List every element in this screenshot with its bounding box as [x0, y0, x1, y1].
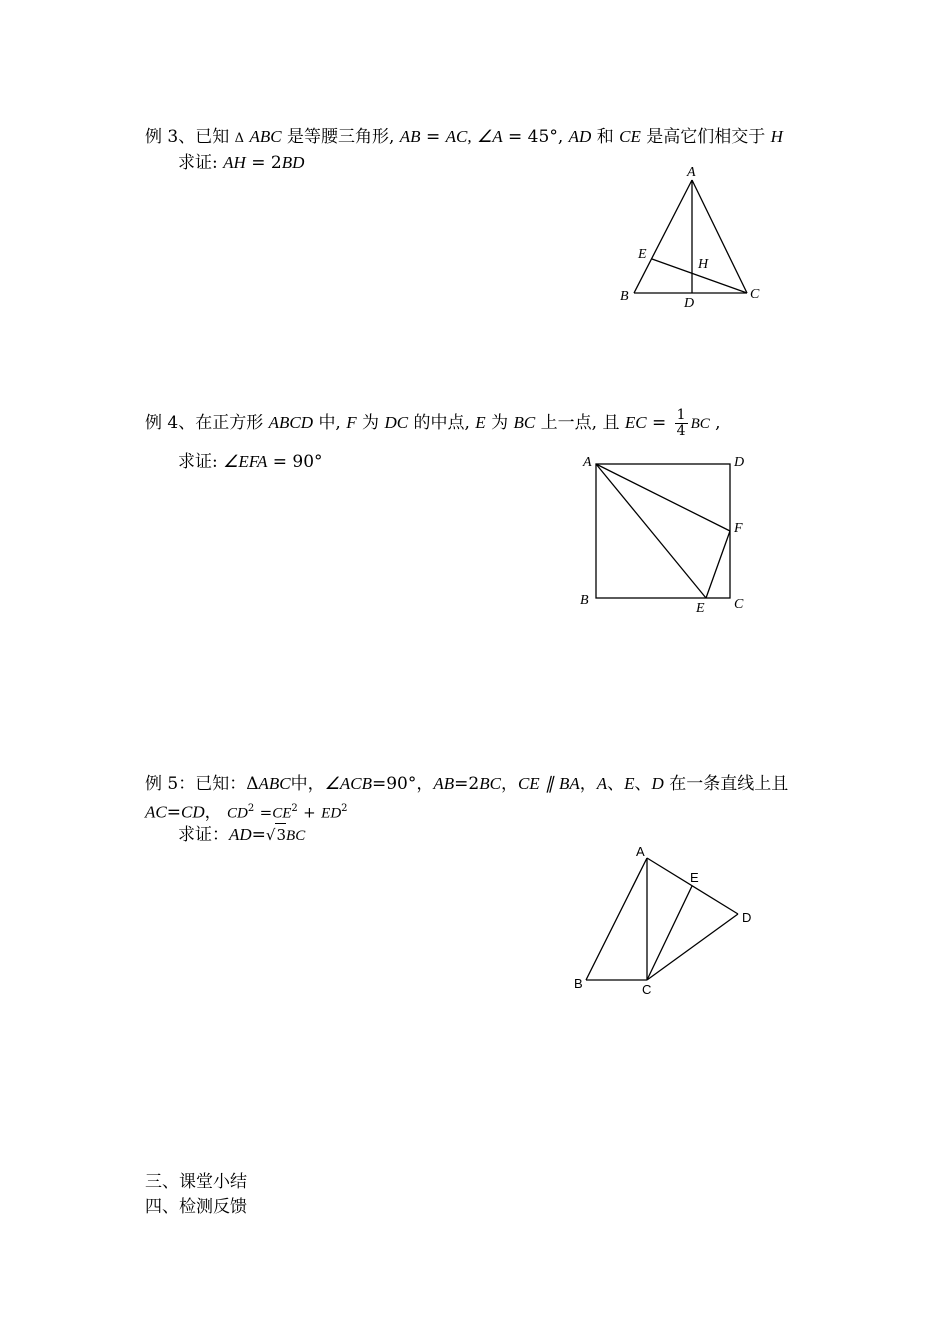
label-d: D	[684, 296, 695, 311]
sqrt-radicand: 3	[275, 823, 286, 846]
segment-bc-2: BC	[690, 416, 710, 432]
point-e: E	[475, 413, 486, 432]
label-e: E	[690, 870, 699, 885]
segment-ce: CE	[517, 774, 540, 793]
segment-ab: AB	[433, 774, 455, 793]
text-segment: ，	[500, 774, 518, 794]
label-a: A	[687, 165, 696, 180]
square-name: ABCD	[268, 413, 314, 432]
segment-bc: BC	[286, 828, 306, 844]
equation-rest: = 2	[251, 153, 282, 173]
prove-label: 求证:	[178, 153, 218, 173]
ex3-prefix: 例 3、已知	[145, 127, 230, 147]
segment-ce-squared: CE	[272, 805, 292, 822]
angle-value: = 90	[272, 452, 315, 472]
plus: +	[303, 803, 316, 822]
point-d: D	[651, 774, 664, 793]
label-a: A	[636, 844, 645, 859]
equals: =	[251, 825, 266, 845]
text-segment: 在一条直线上且	[669, 774, 789, 794]
angle-a: ∠A	[477, 127, 503, 146]
segment-ba: BA	[558, 774, 580, 793]
point-e: E	[624, 774, 635, 793]
text-segment: 是高它们相交于	[646, 127, 766, 147]
label-b: B	[580, 593, 589, 608]
equals: =	[259, 803, 273, 822]
label-e: E	[638, 247, 647, 262]
degree-symbol: °	[314, 452, 323, 472]
equals: =	[425, 127, 441, 147]
text-segment: 中,	[318, 413, 341, 433]
label-b: B	[574, 976, 583, 991]
comma: ,	[715, 413, 721, 433]
prove-label: 求证:	[178, 452, 218, 472]
text-segment: 、	[607, 774, 625, 794]
label-c: C	[642, 982, 652, 997]
segment-cd	[647, 914, 738, 980]
text-segment: 为	[362, 413, 380, 433]
degree-symbol: °	[407, 774, 417, 794]
ex5-prefix: 例 5：已知：Δ	[145, 774, 259, 794]
text-segment: 的中点,	[413, 413, 470, 433]
sqrt-sign: √	[265, 826, 276, 844]
segment-ac: AC,	[445, 127, 472, 146]
text-segment: ，	[204, 802, 222, 823]
ex4-prefix: 例 4、在正方形	[145, 413, 264, 433]
segment-ab: AB	[399, 127, 421, 146]
segment-ac: AC	[145, 802, 167, 822]
text-and: 和	[596, 127, 614, 147]
label-e: E	[696, 601, 705, 616]
label-d: D	[742, 910, 752, 925]
text-segment: 是等腰三角形,	[286, 127, 395, 147]
text-segment: 为	[491, 413, 509, 433]
segment-dc: DC	[384, 413, 409, 432]
equals: =	[166, 802, 181, 823]
segment-ad: AD	[229, 825, 252, 844]
exponent: 2	[341, 803, 348, 814]
text-segment: 中，	[290, 774, 325, 794]
degree-symbol: °	[549, 127, 558, 147]
segment-ec: EC	[624, 413, 647, 432]
segment-ce: CE	[619, 127, 641, 146]
point-f: F	[346, 413, 357, 432]
segment-ah: AH	[223, 153, 246, 172]
segment-ab	[586, 858, 647, 980]
fraction-numerator: 1	[676, 407, 686, 423]
angle-value: =90	[371, 774, 408, 794]
segment-bd: BD	[281, 153, 305, 172]
label-f: F	[734, 521, 743, 536]
exponent: 2	[291, 803, 298, 814]
text-segment: 上一点, 且	[540, 413, 620, 433]
fraction-denominator: 4	[676, 423, 686, 439]
segment-bc: BC	[513, 413, 536, 432]
delta-symbol: Δ	[234, 131, 245, 146]
section-feedback: 四、检测反馈	[145, 1197, 247, 1217]
segment-ce	[647, 886, 692, 980]
angle-acb: ∠ACB	[324, 774, 372, 793]
segment-ed-squared: ED	[321, 805, 342, 822]
triangle-name: ABC	[258, 774, 291, 793]
label-c: C	[734, 597, 744, 612]
text-segment: =2	[454, 774, 480, 794]
point-h: H	[770, 127, 783, 146]
segment-ad	[647, 858, 738, 914]
label-b: B	[620, 289, 629, 304]
parallel-symbol: ∥	[545, 774, 554, 793]
segment-cd: CD	[180, 802, 205, 822]
segment-cd-squared: CD	[227, 805, 248, 822]
angle-efa: ∠EFA	[223, 452, 268, 471]
segment-ad: AD	[568, 127, 592, 146]
text-segment: ，	[579, 774, 597, 794]
label-h: H	[698, 257, 709, 272]
segment-bc: BC	[479, 774, 501, 793]
angle-value: = 45	[508, 127, 550, 147]
text-segment: ，	[416, 774, 434, 794]
section-summary: 三、课堂小结	[145, 1172, 247, 1192]
triangle-name: ABC	[249, 127, 282, 146]
point-a: A	[596, 774, 608, 793]
equals: =	[652, 413, 667, 433]
label-a: A	[583, 455, 592, 470]
prove-label: 求证：	[178, 825, 229, 845]
text-segment: 、	[634, 774, 652, 794]
label-c: C	[750, 287, 760, 302]
comma: ,	[557, 127, 564, 147]
exponent: 2	[247, 803, 255, 814]
label-d: D	[734, 455, 745, 470]
